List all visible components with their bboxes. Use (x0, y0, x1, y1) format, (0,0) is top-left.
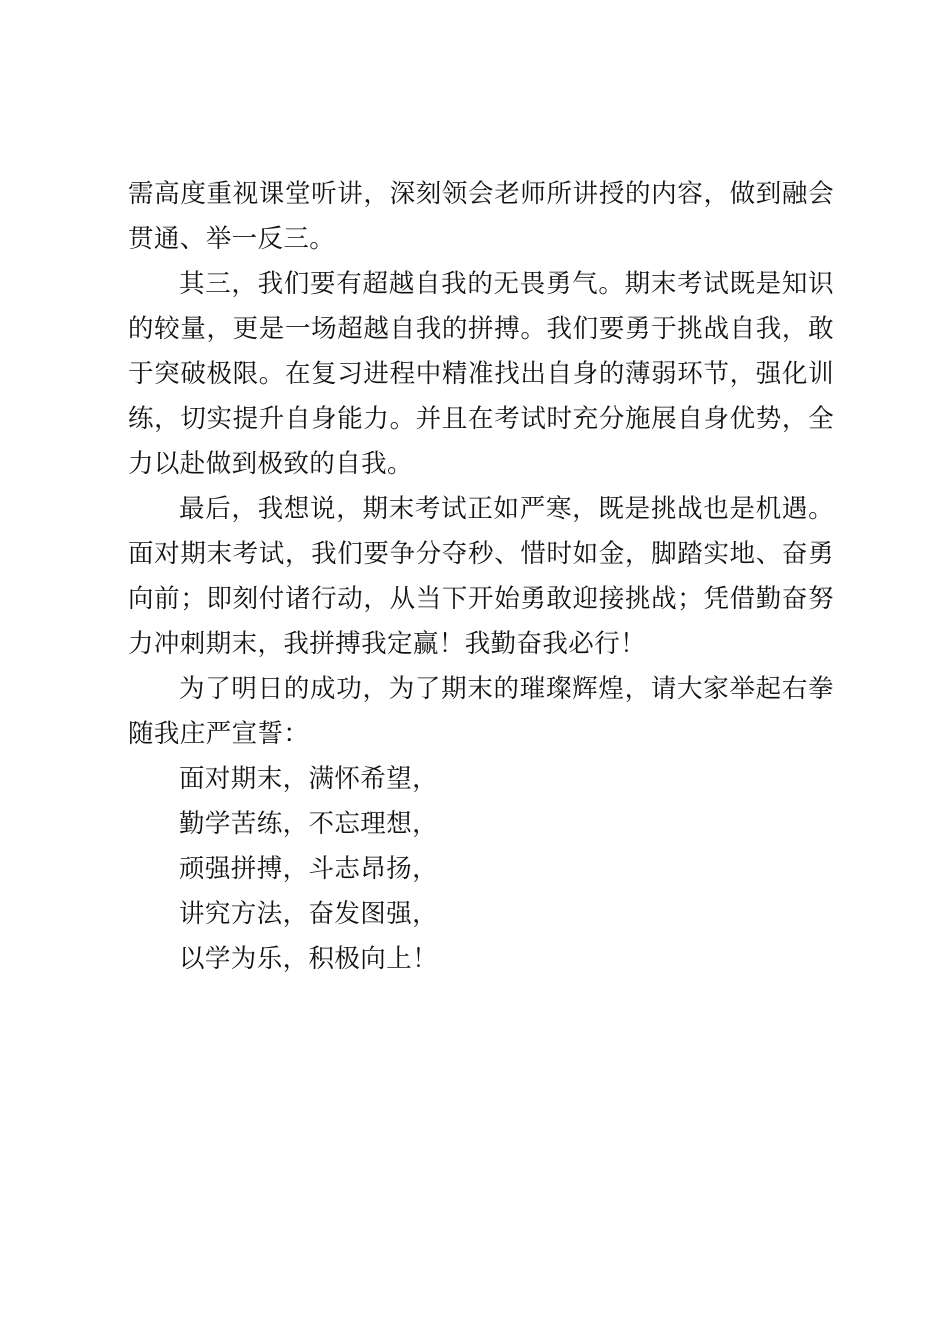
oath-line: 面对期末，满怀希望， (179, 764, 439, 794)
paragraph-oath-intro: 为了明日的成功，为了期末的璀璨辉煌，请大家举起右拳随我庄严宣誓： (128, 674, 834, 749)
oath-lines (128, 757, 834, 982)
paragraph-third-point: 其三，我们要有超越自我的无畏勇气。期末考试既是知识的较量，更是一场超越自我的拼搏。我们要勇于挑战自我，敢于突破极限。在复习进程中精准找出自身的薄弱环节，强化训练，切实提升自身能力。并且在考试时充分施展自身优势，全力以赴做到极致的自我。 (128, 269, 834, 479)
oath-line: 以学为乐，积极向上！ (179, 944, 439, 974)
paragraph-conclusion: 最后，我想说，期末考试正如严寒，既是挑战也是机遇。面对期末考试，我们要争分夺秒、惜时如金，脚踏实地、奋勇向前；即刻付诸行动，从当下开始勇敢迎接挑战；凭借勤奋努力冲刺期末，我拼搏我定赢！我勤奋我必行！ (128, 494, 834, 659)
oath-line: 勤学苦练，不忘理想， (179, 809, 439, 839)
oath-line: 讲究方法，奋发图强， (179, 899, 439, 929)
document-page (128, 172, 834, 982)
paragraph-continuation: 需高度重视课堂听讲，深刻领会老师所讲授的内容，做到融会贯通、举一反三。 (128, 179, 834, 254)
oath-line: 顽强拼搏，斗志昂扬， (179, 854, 439, 884)
